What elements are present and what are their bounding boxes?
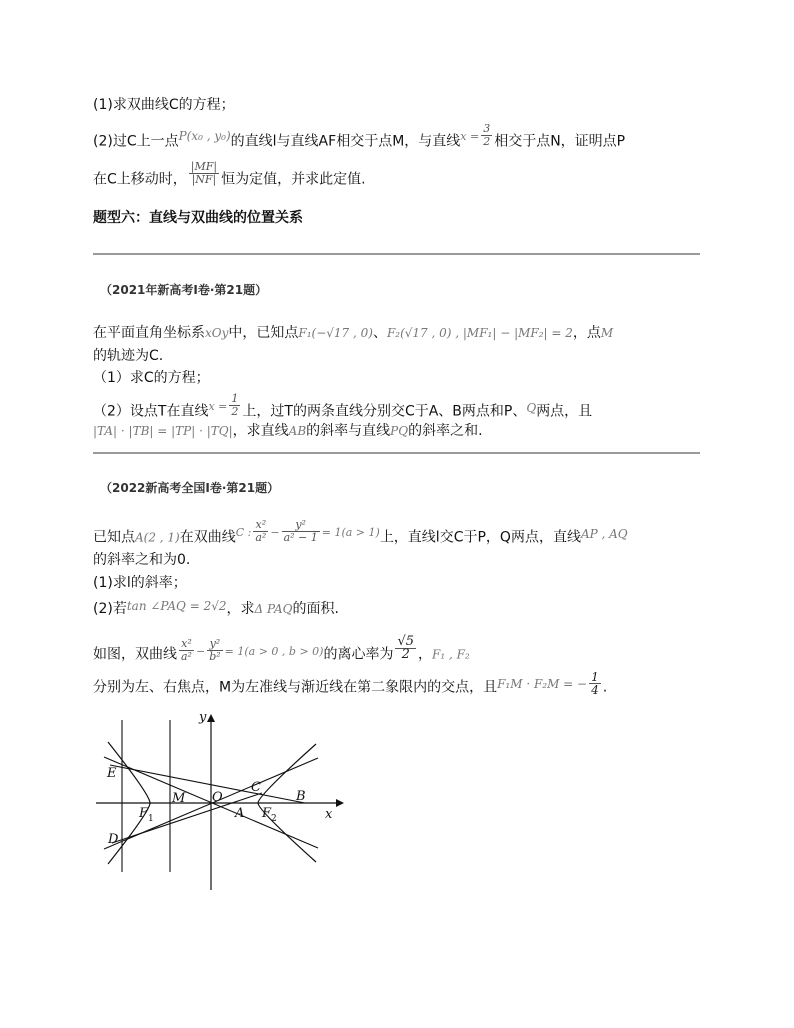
problem-2021-line-1: 在平面直角坐标系xOy中，已知点F₁(−√17 , 0)、F₂(√17 , 0) , |MF₁| − |MF₂| = 2，点M [93, 325, 614, 341]
problem-2022-part-2: (2)若tan ∠PAQ = 2√2，求Δ PAQ的面积. [93, 599, 339, 617]
label-f1: $F_1$ [139, 806, 154, 824]
product-condition-math: |TA| · |TB| = |TP| · |TQ| [93, 424, 233, 438]
question-2-line-2: 在C上移动时， $\frac{|MF|}{|NF|}$ 恒为定值，并求此定值. [93, 160, 366, 188]
label-y: y [199, 710, 207, 725]
source-2022: （2022新高考全国Ⅰ卷·第21题） [100, 481, 280, 495]
focus-f1-math: F₁(−√17 , 0) [298, 326, 373, 340]
label-d: D [108, 832, 119, 847]
label-e: E [107, 766, 117, 781]
question-2-line: (2)过C上一点P(x₀ , y₀)的直线l与直线AF相交于点M，与直线$^{x =}$ $\frac{3}{2}$ 相交于点N，证明点P [93, 122, 626, 150]
fraction-y2-a2-minus-1: $\frac{\text{y²}}{\text{a² − 1}}$ [283, 518, 318, 544]
fraction-one-quarter: $\frac{1}{4}$ [591, 670, 599, 697]
problem-2021-part-1: （1）求C的方程； [93, 370, 210, 386]
section-title: 题型六：直线与双曲线的位置关系 [93, 210, 303, 226]
fraction-x2-a2-2: $\frac{\text{x²}}{\text{a²}}$ [181, 637, 192, 663]
source-2021: （2021年新高考Ⅰ卷·第21题） [100, 283, 268, 297]
problem-2022-line-1: 已知点A(2 , 1)在双曲线$^{C :}$ $\frac{\text{x²}}{\text{a²}}$ − $\frac{\text{y²}}{\text{a² − 1}}$ $^{= 1(a > 1)}$上，直线l交C于P，Q两点，直线AP , AQ [93, 518, 628, 546]
hyperbola-figure-problem-line-2: 分别为左、右焦点，M为左准线与渐近线在第二象限内的交点，且F₁M · F₂M = − $\frac{1}{4}$ . [93, 670, 608, 697]
problem-2022-part-1: (1)求l的斜率； [93, 575, 187, 591]
point-p-math: P(x₀ , y₀) [178, 128, 231, 143]
label-b: B [296, 789, 306, 804]
problem-2022-line-2: 的斜率之和为0. [93, 552, 191, 568]
fraction-three-halves: $\frac{3}{2}$ [483, 122, 491, 148]
problem-2021-part-2-line-2: |TA| · |TB| = |TP| · |TQ|，求直线AB的斜率与直线PQ的斜率之和. [93, 423, 483, 439]
focus-f2-condition-math: F₂(√17 , 0) , |MF₁| − |MF₂| = 2 [386, 326, 573, 340]
label-x: x [325, 807, 333, 822]
y-axis-arrow-icon [207, 714, 215, 722]
label-o: O [212, 790, 223, 805]
label-c: C [251, 780, 261, 795]
question-1-line: (1)求双曲线C的方程； [93, 97, 235, 113]
dot-product-math: F₁M · F₂M = − [497, 676, 588, 691]
label-a: A [235, 806, 245, 821]
hyperbola-figure-problem-line-1: 如图，双曲线 $\frac{\text{x²}}{\text{a²}}$ − $\frac{\text{y²}}{\text{b²}}$ $^{= 1(a > 0 , b > 0)}$的离心率为 $\frac{√5}{2}$ ，F₁ , F₂ [93, 634, 470, 663]
problem-2021-line-2: 的轨迹为C. [93, 348, 164, 364]
eccentricity-fraction: $\frac{√5}{2}$ [397, 634, 415, 662]
problem-2021-part-2: （2）设点T在直线$^{x =}$ $\frac{1}{2}$ 上，过T的两条直线分别交C于A、B两点和P、Q两点，且 [93, 392, 593, 420]
label-f2: $F_2$ [262, 806, 277, 824]
fraction-x2-a2: $\frac{\text{x²}}{\text{a²}}$ [255, 518, 267, 544]
x-axis-arrow-icon [336, 799, 344, 807]
label-m: M [172, 791, 186, 806]
fraction-one-half: $\frac{1}{2}$ [231, 392, 239, 418]
fraction-mf-nf: $\frac{|MF|}{|NF|}$ [190, 160, 218, 186]
fraction-y2-b2: $\frac{\text{y²}}{\text{b²}}$ [209, 637, 221, 663]
